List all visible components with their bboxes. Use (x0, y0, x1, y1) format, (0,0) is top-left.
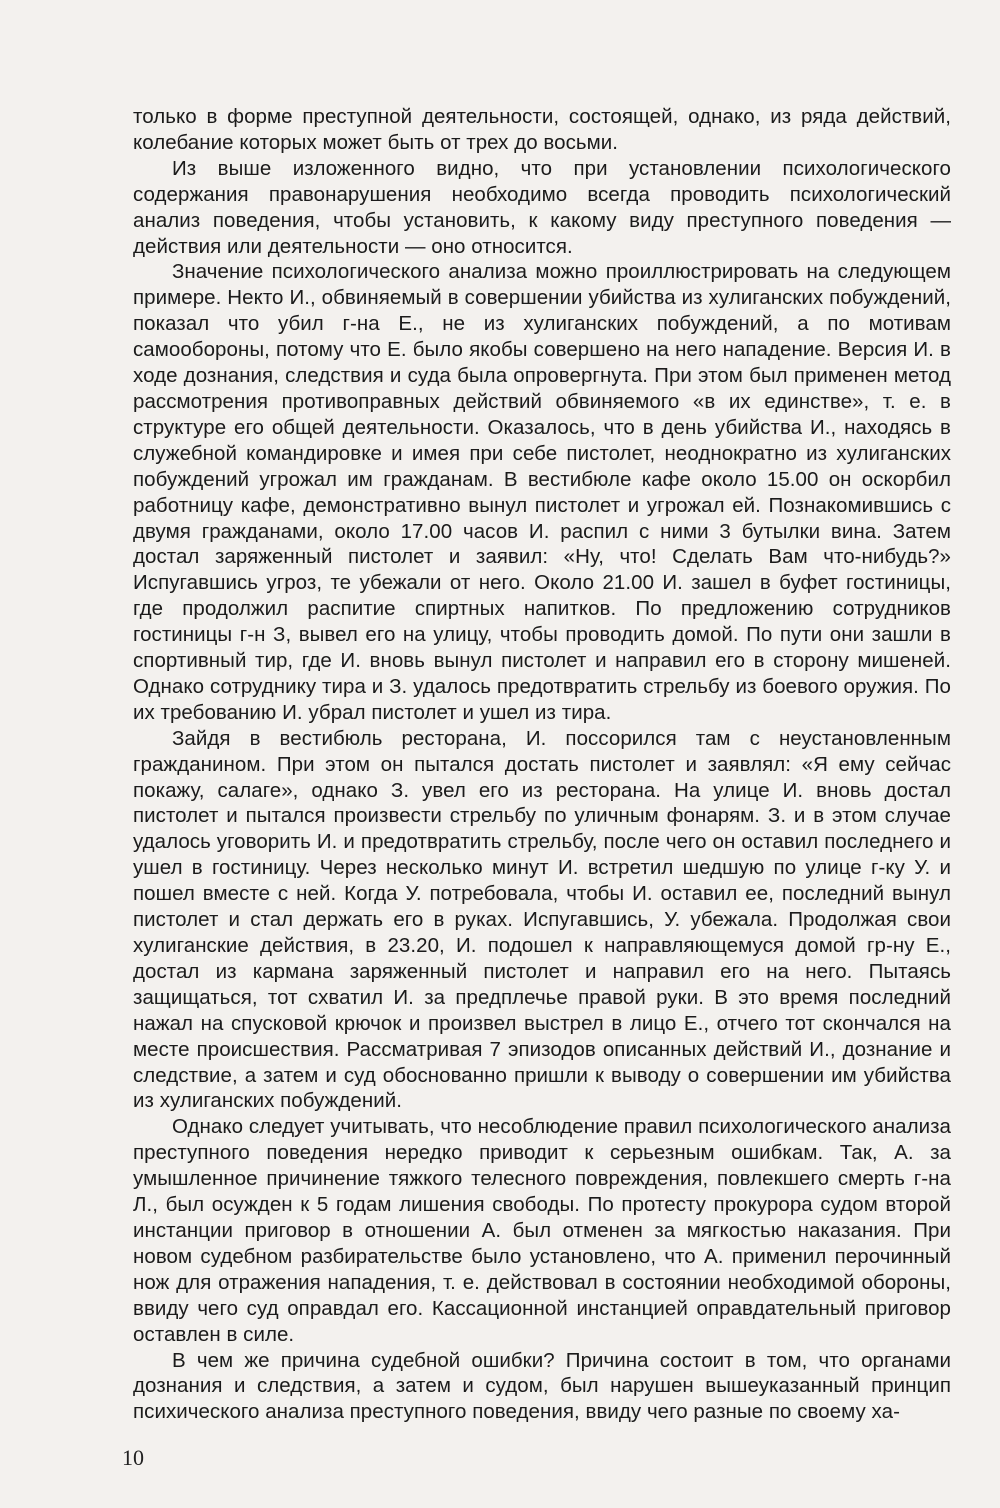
paragraph: Из выше изложенного видно, что при установлении психологического содержания правонарушения необходимо всегда проводить психологический анализ поведения, чтобы установить, к какому виду преступного поведения — действия или деятельности — оно относится. (133, 156, 951, 258)
page-number: 10 (122, 1445, 144, 1470)
paragraph: Однако следует учитывать, что несоблюдение правил психологического анализа преступного поведения нередко приводит к серьезным ошибкам. Так, А. за умышленное причинение тяжкого телесного повреждения, повлекшего смерть г-на Л., был осужден к 5 годам лишения свободы. По протесту прокурора судом второй инстанции приговор в отношении А. был отменен за мягкостью наказания. При новом судебном разбирательстве было установлено, что А. применил перочинный нож для отражения нападения, т. е. действовал в состоянии необходимой обороны, ввиду чего суд оправдал его. Кассационной инстанцией оправдательный приговор оставлен в силе. (133, 1115, 951, 1346)
paragraph: Зайдя в вестибюль ресторана, И. поссорился там с неустановленным гражданином. При этом он пытался достать пистолет и заявлял: «Я ему сейчас покажу, салаге», однако З. увел его из ресторана. На улице И. вновь достал пистолет и пытался произвести стрельбу по уличным фонарям. З. и в этом случае удалось уговорить И. и предотвратить стрельбу, после чего он оставил последнего и ушел в гостиницу. Через несколько минут И. встретил шедшую по улице г-ку У. и пошел вместе с ней. Когда У. потребовала, чтобы И. оставил ее, последний вынул пистолет и стал держать его в руках. Испугавшись, У. убежала. Продолжая свои хулиганские действия, в 23.20, И. подошел к направляющемуся домой гр-ну Е., достал из кармана заряженный пистолет и направил его на него. Пытаясь защищаться, тот схватил И. за предплечье правой руки. В это время последний нажал на спусковой крючок и произвел выстрел в лицо Е., отчего тот скончался на месте происшествия. Рассматривая 7 эпизодов описанных действий И., дознание и следствие, а затем и суд обоснованно пришли к выводу о совершении им убийства из хулиганских побуждений. (133, 726, 951, 1113)
body-text (133, 104, 951, 1425)
paragraph: Значение психологического анализа можно проиллюстрировать на следующем примере. Некто И., обвиняемый в совершении убийства из хулиганских побуждений, показал что убил г-на Е., не из хулиганских побуждений, а по мотивам самообороны, потому что Е. было якобы совершено на него нападение. Версия И. в ходе дознания, следствия и суда была опровергнута. При этом был применен метод рассмотрения противоправных действий обвиняемого «в их единстве», т. е. в структуре его общей деятельности. Оказалось, что в день убийства И., находясь в служебной командировке и имея при себе пистолет, неоднократно из хулиганских побуждений угрожал им гражданам. В вестибюле кафе около 15.00 он оскорбил работницу кафе, демонстративно вынул пистолет и угрожал ей. Познакомившись с двумя гражданами, около 17.00 часов И. распил с ними 3 бутылки вина. Затем достал заряженный пистолет и заявил: «Ну, что! Сделать Вам что-нибудь?» Испугавшись угроз, те убежали от него. Около 21.00 И. зашел в буфет гостиницы, где продолжил распитие спиртных напитков. По предложению сотрудников гостиницы г-н З, вывел его на улицу, чтобы проводить домой. По пути они зашли в спортивный тир, где И. вновь вынул пистолет и направил его в сторону мишеней. Однако сотруднику тира и З. удалось предотвратить стрельбу из боевого оружия. По их требованию И. убрал пистолет и ушел из тира. (133, 260, 951, 724)
paragraph-continuation: только в форме преступной деятельности, состоящей, однако, из ряда действий, колебание которых может быть от трех до восьми. (133, 105, 951, 154)
paragraph: В чем же причина судебной ошибки? Причина состоит в том, что органами дознания и следствия, а затем и судом, был нарушен вышеуказанный принцип психического анализа преступного поведения, ввиду чего разные по своему ха- (133, 1348, 951, 1424)
